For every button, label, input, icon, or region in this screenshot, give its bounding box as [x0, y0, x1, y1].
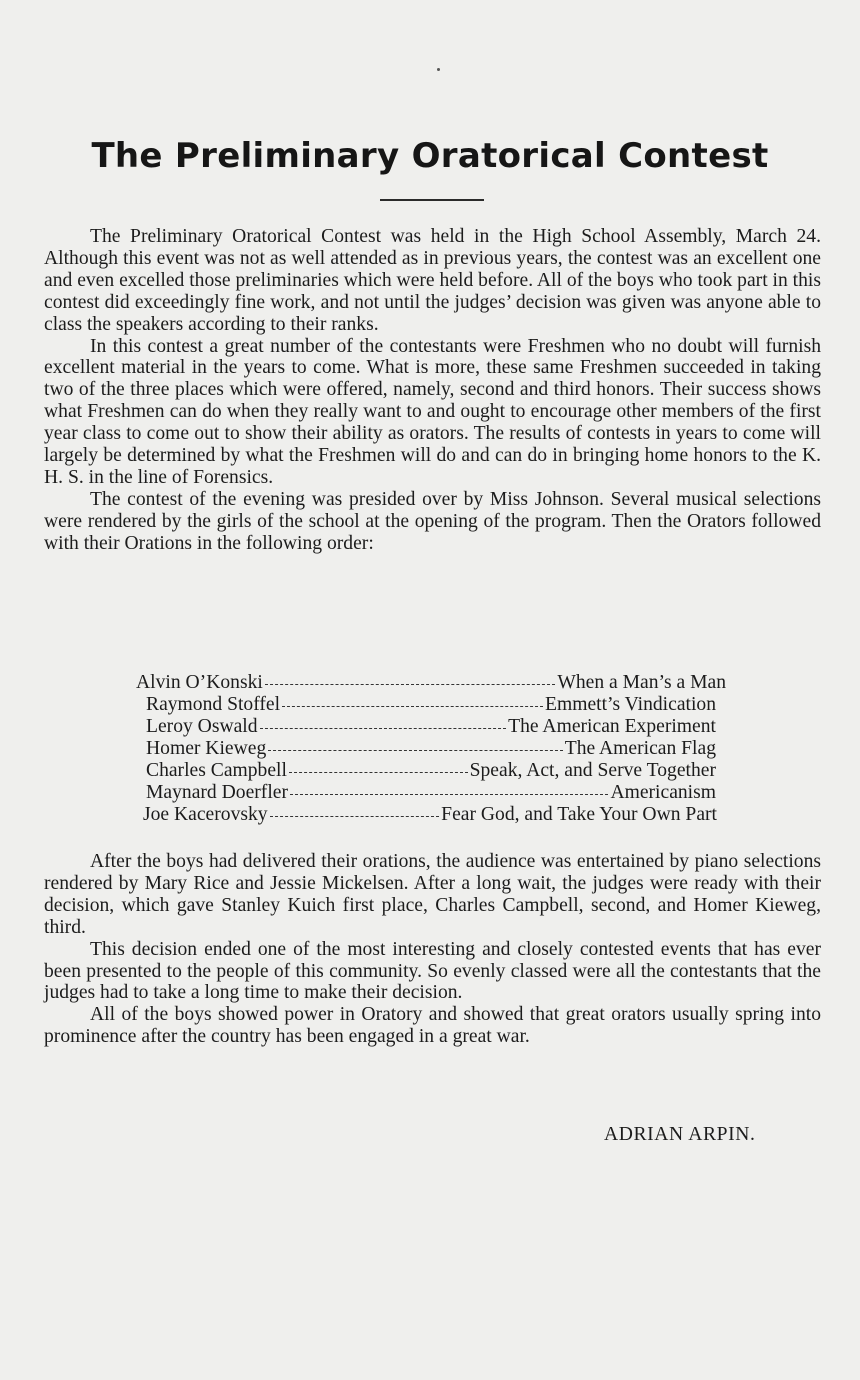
- dot-leader: [265, 684, 556, 685]
- page-title: The Preliminary Oratorical Contest: [91, 136, 769, 176]
- dot-leader: [289, 772, 468, 773]
- closing-text: [44, 851, 821, 1048]
- oration-title: The American Experiment: [508, 716, 716, 737]
- paragraph-2: In this contest a great number of the contestants were Freshmen who no doubt will furnish excellent material in the years to come. What is more, these same Freshmen succeeded in taking two of the three places which were offered, namely, second and third honors. Their success shows what Freshmen can do when they really want to and ought to encourage other members of the first year class to come out to show their ability as orators. The results of contests in years to come will largely be determined by what the Freshmen will do and can do in bringing home honors to the K. H. S. in the line of Forensics.: [44, 335, 821, 488]
- program-row: [146, 716, 716, 738]
- paragraph-6: All of the boys showed power in Oratory and showed that great orators usually spring into prominence after the country has been engaged in a great war.: [44, 1004, 821, 1048]
- oration-title: The American Flag: [564, 738, 716, 759]
- oration-title: Fear God, and Take Your Own Part: [441, 804, 717, 825]
- orator-name: Joe Kacerovsky: [143, 804, 268, 825]
- dot-leader: [268, 750, 562, 751]
- orator-name: Charles Campbell: [146, 760, 287, 781]
- oration-title: When a Man’s a Man: [557, 672, 726, 693]
- orator-name: Raymond Stoffel: [146, 694, 281, 715]
- oration-title: Americanism: [610, 782, 716, 803]
- oration-title: Emmett’s Vindication: [545, 694, 716, 715]
- dot-leader: [270, 816, 440, 817]
- dot-leader: [290, 794, 608, 795]
- author-signature: ADRIAN ARPIN.: [604, 1124, 756, 1145]
- dot-leader: [260, 728, 507, 729]
- orator-name: Maynard Doerfler: [146, 782, 288, 803]
- paragraph-4: After the boys had delivered their orations, the audience was entertained by piano selections rendered by Mary Rice and Jessie Mickelsen. After a long wait, the judges were ready with their decision, which gave Stanley Kuich first place, Charles Campbell, second, and Homer Kieweg, third.: [44, 851, 821, 938]
- oration-title: Speak, Act, and Serve Together: [469, 760, 716, 781]
- paragraph-3: The contest of the evening was presided over by Miss Johnson. Several musical selections were rendered by the girls of the school at the opening of the program. Then the Orators followed with their Orations in the following order:: [44, 488, 821, 554]
- program-row: [146, 760, 716, 782]
- program-row: [143, 804, 717, 826]
- program-row: [146, 738, 716, 760]
- paragraph-5: This decision ended one of the most interesting and closely contested events that has ever been presented to the people of this community. So evenly classed were all the contestants that the judges had to take a long time to make their decision.: [44, 938, 821, 1004]
- orator-name: Leroy Oswald: [146, 716, 258, 737]
- orator-name: Alvin O’Konski: [136, 672, 263, 693]
- paragraph-1: The Preliminary Oratorical Contest was held in the High School Assembly, March 24. Although this event was not as well attended as in previous years, the contest was an excellent one and even excelled those preliminaries which were held before. All of the boys who took part in this contest did exceedingly fine work, and not until the judges’ decision was given was anyone able to class the speakers according to their ranks.: [44, 226, 821, 335]
- title-divider: [380, 199, 484, 201]
- program-row: [136, 672, 726, 694]
- print-speck: [437, 68, 440, 71]
- intro-text: [44, 226, 821, 555]
- program-row: [146, 694, 716, 716]
- dot-leader: [282, 706, 543, 707]
- program-row: [146, 782, 716, 804]
- orator-name: Homer Kieweg: [146, 738, 267, 759]
